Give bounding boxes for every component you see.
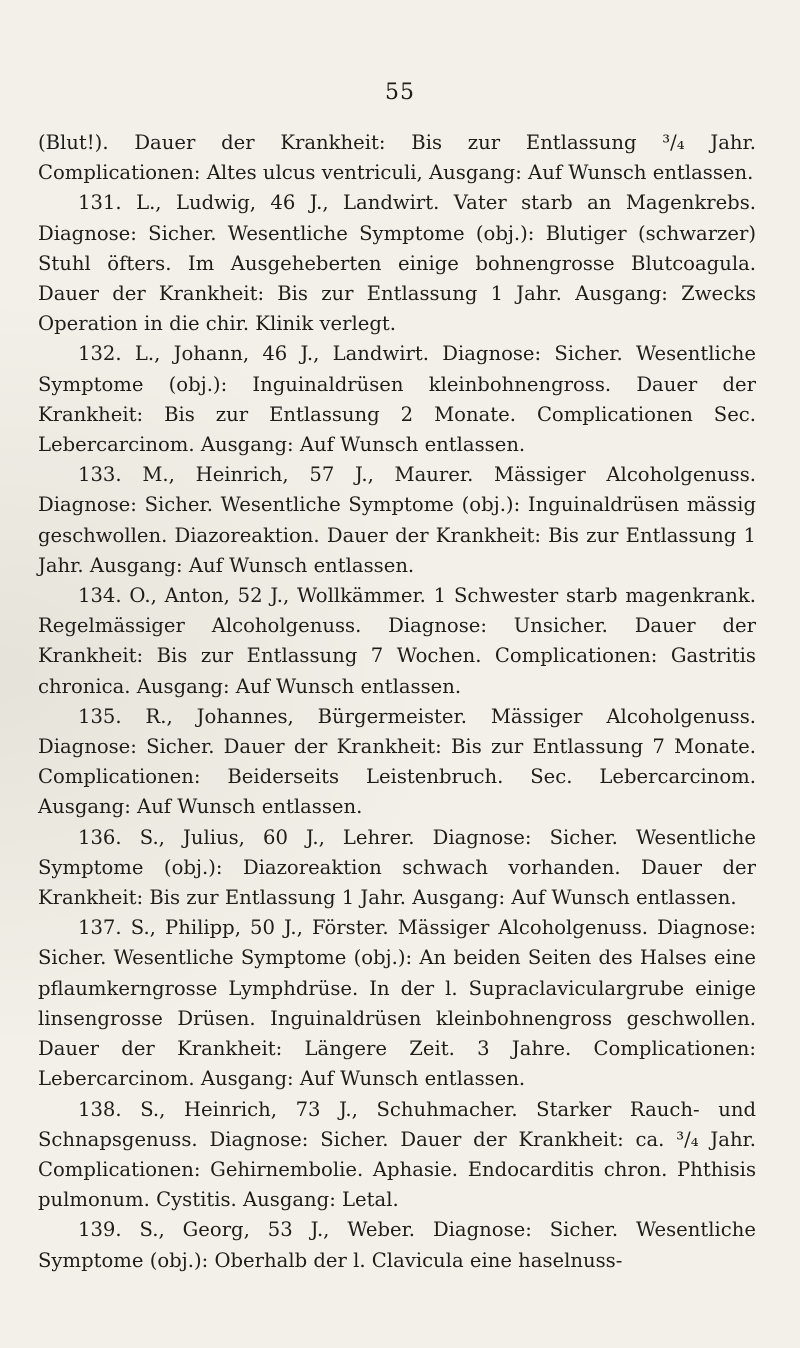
paragraph-continuation: (Blut!). Dauer der Krankheit: Bis zur Entlassung ³/₄ Jahr. Complicationen: Altes ulcus ventriculi, Ausgang: Auf Wunsch entlassen. (38, 131, 756, 185)
paragraph-case-137: 137. S., Philipp, 50 J., Förster. Mässiger Alcoholgenuss. Diagnose: Sicher. Wesentliche Symptome (obj.): An beiden Seiten des Halses eine pflaumkerngrosse Lymphdrüse. In der l. Supraclaviculargrube einige linsengrosse Drüsen. Inguinaldrüsen kleinbohnengross geschwollen. Dauer der Krankheit: Längere Zeit. 3 Jahre. Complicationen: Lebercarcinom. Ausgang: Auf Wunsch entlassen. (38, 916, 756, 1091)
paragraph-case-131: 131. L., Ludwig, 46 J., Landwirt. Vater starb an Magenkrebs. Diagnose: Sicher. Wesentliche Symptome (obj.): Blutiger (schwarzer) Stuhl öfters. Im Ausgeheberten einige bohnengrosse Blutcoagula. Dauer der Krankheit: Bis zur Entlassung 1 Jahr. Ausgang: Zwecks Operation in die chir. Klinik verlegt. (38, 191, 756, 336)
paragraph-case-132: 132. L., Johann, 46 J., Landwirt. Diagnose: Sicher. Wesentliche Symptome (obj.): Inguinaldrüsen kleinbohnengross. Dauer der Krankheit: Bis zur Entlassung 2 Monate. Complicationen Sec. Lebercarcinom. Ausgang: Auf Wunsch entlassen. (38, 342, 756, 457)
paragraph-case-134: 134. O., Anton, 52 J., Wollkämmer. 1 Schwester starb magenkrank. Regelmässiger Alcoholgenuss. Diagnose: Unsicher. Dauer der Krankheit: Bis zur Entlassung 7 Wochen. Complicationen: Gastritis chronica. Ausgang: Auf Wunsch entlassen. (38, 584, 756, 698)
body-text (38, 128, 756, 1276)
paragraph-case-138: 138. S., Heinrich, 73 J., Schuhmacher. Starker Rauch- und Schnapsgenuss. Diagnose: Sicher. Dauer der Krankheit: ca. ³/₄ Jahr. Complicationen: Gehirnembolie. Aphasie. Endocarditis chron. Phthisis pulmonum. Cystitis. Ausgang: Letal. (38, 1097, 756, 1212)
page-number: 55 (385, 80, 415, 105)
paragraph-case-139: 139. S., Georg, 53 J., Weber. Diagnose: Sicher. Wesentliche Symptome (obj.): Oberhalb der l. Clavicula eine haselnuss- (38, 1218, 756, 1272)
paragraph-case-133: 133. M., Heinrich, 57 J., Maurer. Mässiger Alcoholgenuss. Diagnose: Sicher. Wesentliche Symptome (obj.): Inguinaldrüsen mässig geschwollen. Diazoreaktion. Dauer der Krankheit: Bis zur Entlassung 1 Jahr. Ausgang: Auf Wunsch entlassen. (38, 463, 756, 577)
paragraph-case-135: 135. R., Johannes, Bürgermeister. Mässiger Alcoholgenuss. Diagnose: Sicher. Dauer der Krankheit: Bis zur Entlassung 7 Monate. Complicationen: Beiderseits Leistenbruch. Sec. Lebercarcinom. Ausgang: Auf Wunsch entlassen. (38, 704, 756, 819)
paragraph-case-136: 136. S., Julius, 60 J., Lehrer. Diagnose: Sicher. Wesentliche Symptome (obj.): Diazoreaktion schwach vorhanden. Dauer der Krankheit: Bis zur Entlassung 1 Jahr. Ausgang: Auf Wunsch entlassen. (38, 825, 756, 910)
